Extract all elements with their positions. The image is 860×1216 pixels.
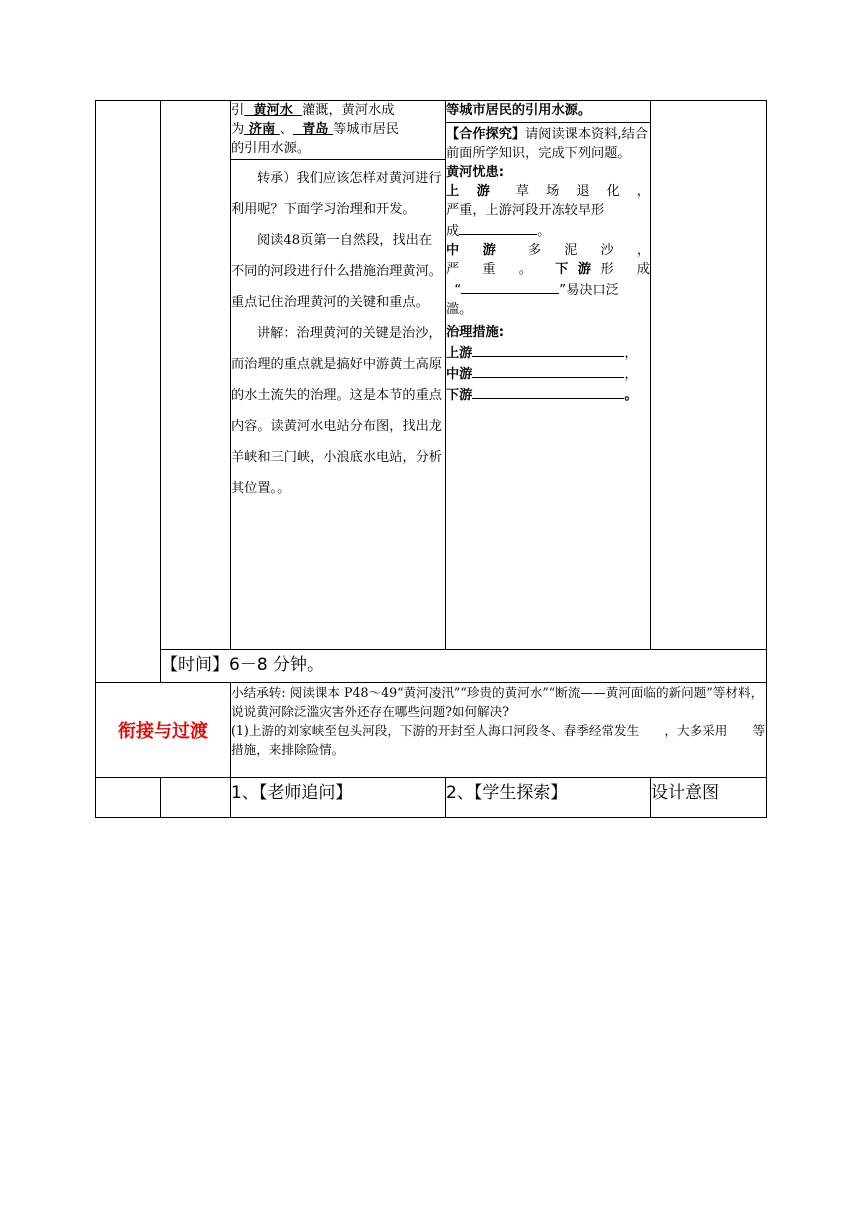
blank-line[interactable] <box>472 384 624 399</box>
footer-row <box>96 778 767 818</box>
upstream-line1: 上 游 草 场 退 化 ， <box>446 184 650 199</box>
measures-title: 治理措施: <box>446 325 505 340</box>
footer-empty-1 <box>96 778 161 818</box>
summary-line2: (1)上游的刘家峡至包头河段，下游的开封至人海口河段冬、春季经常发生 ，大多采用 等措施，来排除险情。 <box>231 723 766 757</box>
left-empty-cell <box>96 101 161 683</box>
midstream-line3: “ ”易决口泛 <box>446 279 650 300</box>
city-jinan: 济南 <box>244 122 280 137</box>
paragraph-explanation: 讲解：治理黄河的关键是治沙，而治理的重点就是搞好中游黄土高原的水土流失的治理。这是本节的重点内容。读黄河水电站分布图，找出龙羊峡和三门峡，小浪底水电站，分析其位置。。 <box>231 326 442 496</box>
student-activity-cell <box>446 101 651 650</box>
lesson-table <box>95 100 767 818</box>
blank-line[interactable] <box>461 279 559 294</box>
transition-label: 衔接与过渡 <box>96 683 231 778</box>
blank-line[interactable] <box>459 220 537 235</box>
city-qingdao: 青岛 <box>292 122 334 137</box>
design-intent-cell <box>651 101 767 650</box>
measure-upstream: 上游 ， <box>446 342 650 363</box>
paragraph-transition: 转承）我们应该怎样对黄河进行利用呢？下面学习治理和开发。 <box>231 171 442 217</box>
usage-lines: 引 黄河水 灌溉，黄河水成 为 济南 、 青岛 等城市居民 的引用水源。 <box>231 101 445 160</box>
midstream-line4: 滥。 <box>446 302 473 317</box>
content-row <box>96 101 767 650</box>
blank-line[interactable] <box>472 342 624 357</box>
transition-row <box>96 683 767 778</box>
summary-cell <box>231 683 767 778</box>
time-row <box>96 650 767 683</box>
measure-midstream: 中游 ， <box>446 363 650 384</box>
explore-text: 【合作探究】请阅读课本资料,结合前面所学知识，完成下列问题。 <box>446 127 649 161</box>
midstream-line1: 中 游 多 泥 沙 ， <box>446 243 651 258</box>
upstream-line3: 成 。 <box>446 220 650 241</box>
paragraph-reading: 阅读48页第一自然段，找出在不同的河段进行什么措施治理黄河。重点记住治理黄河的关键和重点。 <box>231 233 442 310</box>
measure-downstream: 下游 。 <box>446 384 650 405</box>
divider <box>231 159 445 160</box>
midstream-line2: 严 重 。 下游形 成 <box>446 262 650 277</box>
blank-line[interactable] <box>472 363 624 378</box>
design-intent: 设计意图 <box>651 778 767 818</box>
divider <box>446 122 650 123</box>
second-empty-cell <box>161 101 231 650</box>
teacher-followup: 1、【老师追问】 <box>231 778 446 818</box>
footer-empty-2 <box>161 778 231 818</box>
yellow-river-water: 黄河水 <box>244 103 303 118</box>
top-line: 等城市居民的引用水源。 <box>446 103 592 118</box>
time-note: 【时间】6－8 分钟。 <box>161 650 767 683</box>
worries-title: 黄河忧患: <box>446 165 505 180</box>
teacher-activity-cell <box>231 101 446 650</box>
upstream-line2: 严重，上游河段开冻较早形 <box>446 203 605 218</box>
summary-line1: 小结承转: 阅读课本 P48～49“黄河凌汛”“珍贵的黄河水”“断流——黄河面临的新问题”等材料，说说黄河除泛滥灾害外还存在哪些问题?如何解决? <box>231 685 764 719</box>
student-explore: 2、【学生探索】 <box>446 778 651 818</box>
